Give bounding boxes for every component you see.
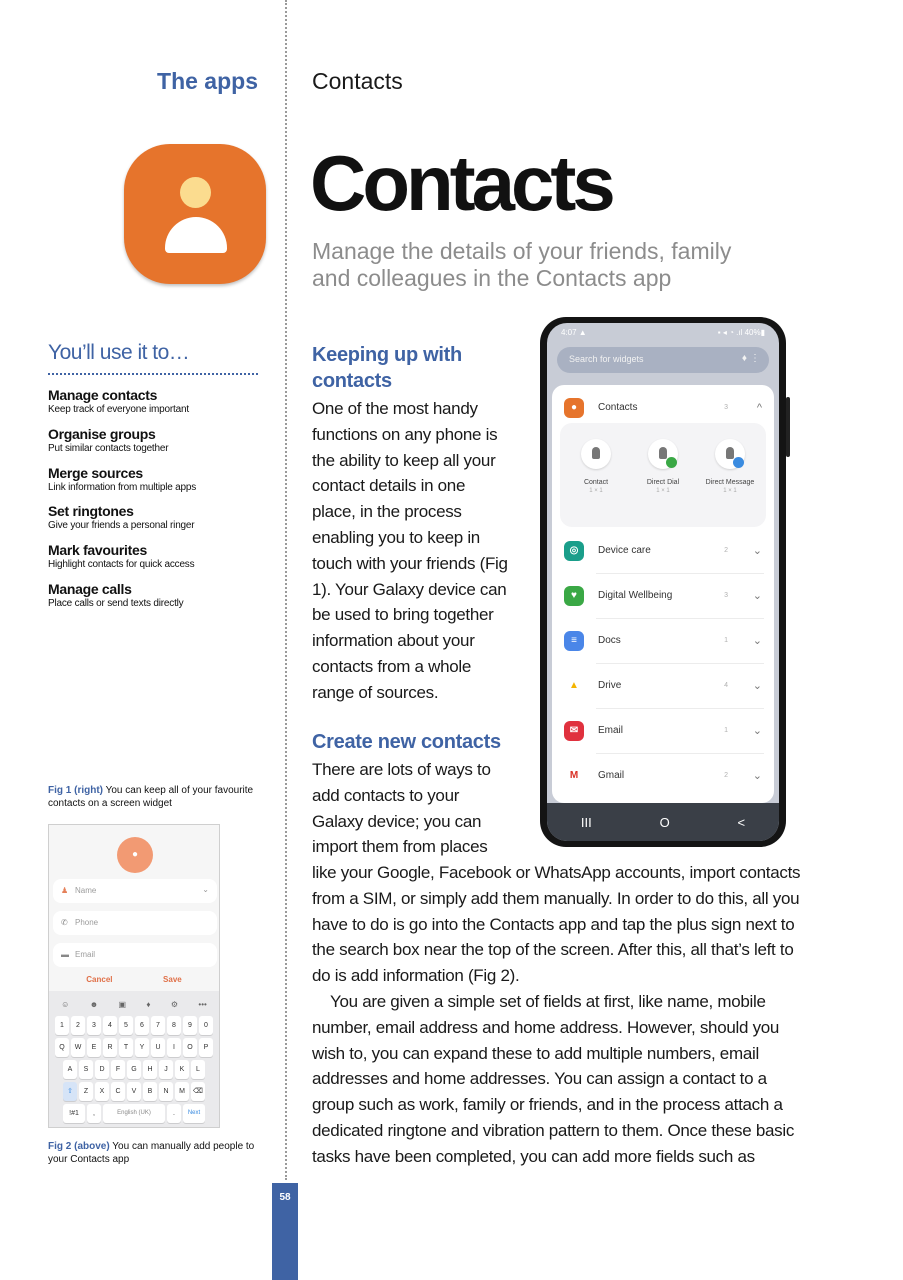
docs-icon: ≡: [564, 631, 584, 651]
section2-para2: You are given a simple set of fields at first, like name, mobile number, email address and home address. However, should you wish to, you can expand these to add multiple numbers, email addresses and home addresses. You can assign a contact to a group such as work, family or friends, and in the process attach a dedicated ringtone and vibration pattern to them. Once these basic tasks have been completed, you can add more fields such as: [312, 991, 795, 1166]
column-divider: [285, 0, 287, 1180]
key: 6: [135, 1016, 149, 1035]
direct-message-icon: [715, 439, 745, 469]
keyboard-row: [51, 1082, 217, 1101]
key: 9: [183, 1016, 197, 1035]
key: M: [175, 1082, 189, 1101]
key: Z: [79, 1082, 93, 1101]
person-head-shape: [180, 177, 211, 208]
key: T: [119, 1038, 133, 1057]
key: 1: [55, 1016, 69, 1035]
mic-icon: ♦: [146, 999, 151, 1009]
key: H: [143, 1060, 157, 1079]
fig1-caption: [48, 784, 263, 810]
widget-row: [552, 753, 774, 798]
status-time: 4:07 ▲: [561, 328, 587, 337]
name-field: [53, 879, 217, 903]
section2-heading: [312, 729, 532, 755]
widget-contact-label: Contact: [583, 479, 609, 486]
recents-icon: III: [580, 814, 592, 830]
side-button: [786, 397, 790, 457]
use-item: [48, 426, 273, 465]
key: O: [183, 1038, 197, 1057]
key: 2: [71, 1016, 85, 1035]
next-key: Next: [183, 1104, 205, 1123]
contact-widget-options: [560, 423, 766, 527]
key: P: [199, 1038, 213, 1057]
key: 4: [103, 1016, 117, 1035]
fig1-phone-screenshot: [540, 317, 786, 847]
widget-search-input: [557, 347, 769, 373]
key: I: [167, 1038, 181, 1057]
person-body-shape: [165, 217, 227, 253]
uses-list: [48, 387, 273, 620]
drive-icon: ▲: [564, 676, 584, 696]
widget-row-name: Digital Wellbeing: [598, 590, 673, 601]
widget-direct-dial-size: 1 × 1: [656, 488, 670, 494]
use-item: [48, 581, 273, 620]
period-key: .: [167, 1104, 181, 1123]
email-field: [53, 943, 217, 967]
key: B: [143, 1082, 157, 1101]
widget-row-count: 3: [724, 404, 728, 411]
mic-icon: ♦: [741, 353, 747, 364]
page-title: Contacts: [310, 139, 612, 227]
section-label: The apps: [157, 68, 258, 94]
widget-panel: [552, 385, 774, 803]
email-icon: ✉: [564, 721, 584, 741]
chevron-down-icon: ⌄: [752, 680, 762, 692]
home-icon: O: [659, 814, 670, 830]
widget-row: [552, 618, 774, 663]
key: D: [95, 1060, 109, 1079]
gmail-icon: M: [564, 766, 584, 786]
widget-row-name: Docs: [598, 635, 621, 646]
key: G: [127, 1060, 141, 1079]
key: 5: [119, 1016, 133, 1035]
key: C: [111, 1082, 125, 1101]
widget-row-count: 1: [724, 637, 728, 644]
contact-widget-icon: [581, 439, 611, 469]
use-item: [48, 542, 273, 581]
contacts-icon: ●: [564, 398, 584, 418]
clipboard-icon: ▣: [118, 999, 127, 1009]
section2-intro: There are lots of ways to add contacts to your Galaxy device; you can import them from places: [312, 760, 491, 857]
widget-row-count: 3: [724, 592, 728, 599]
key: 7: [151, 1016, 165, 1035]
fig1-caption-text: You can keep all of your favourite contacts on a screen widget: [48, 785, 254, 809]
phone-field-label: Phone: [75, 918, 99, 927]
widget-row-count: 4: [724, 682, 728, 689]
widget-row-count: 2: [724, 772, 728, 779]
widget-row-name: Drive: [598, 680, 622, 691]
fig2-caption-tag: Fig 2 (above): [48, 1141, 110, 1152]
gear-icon: ⚙: [170, 999, 179, 1009]
keyboard-row: [51, 1104, 217, 1123]
email-field-label: Email: [75, 950, 96, 959]
key: 0: [199, 1016, 213, 1035]
widget-direct-dial: [629, 439, 697, 494]
widget-direct-message: [696, 439, 764, 494]
key: F: [111, 1060, 125, 1079]
nav-bar: [547, 803, 779, 841]
comma-key: ,: [87, 1104, 101, 1123]
key: J: [159, 1060, 173, 1079]
section1-body: One of the most handy functions on any phone is the ability to keep all your contact details in one place, in the process enabling you to keep in touch with your friends (Fig 1). Your Galaxy device can be used to bring together information about your contacts from a whole range of sources.: [312, 399, 508, 702]
key: K: [175, 1060, 189, 1079]
phone-field: [53, 911, 217, 935]
use-item-title: Merge sources: [48, 464, 143, 481]
key: X: [95, 1082, 109, 1101]
shift-key: ⇧: [63, 1082, 77, 1101]
chevron-down-icon: ⌄: [752, 545, 762, 557]
chevron-down-icon: ⌄: [752, 635, 762, 647]
uses-heading: You’ll use it to…: [48, 341, 190, 364]
widget-direct-message-size: 1 × 1: [723, 488, 737, 494]
widget-row: [552, 663, 774, 708]
key: S: [79, 1060, 93, 1079]
page-subtitle: Manage the details of your friends, family and colleagues in the Contacts app: [312, 238, 732, 291]
use-item-title: Set ringtones: [48, 503, 134, 520]
key: A: [63, 1060, 77, 1079]
uses-divider: [48, 373, 258, 375]
section1-heading: [312, 342, 462, 394]
key: Q: [55, 1038, 69, 1057]
more-icon: ⋮: [750, 353, 760, 364]
keyboard-row: [51, 1016, 217, 1035]
back-icon: <: [737, 814, 746, 830]
status-icons: ▪ ◂ ◔ .ıl 40%▮: [717, 328, 765, 337]
header-title: Contacts: [312, 68, 403, 94]
page-number: 58: [279, 1192, 291, 1203]
form-actions: [49, 975, 219, 984]
fig2-caption: [48, 1140, 263, 1166]
fig2-add-contact-screenshot: [48, 824, 220, 1128]
section2-continued: like your Google, Facebook or WhatsApp accounts, import contacts from a SIM, or simply add them manually. In order to do this, all you have to do is go into the Contacts app and tap the plus sign next to the search box near the top of the screen. After this, all that’s left to do is add information (Fig 2).: [312, 863, 801, 986]
use-item-desc: Give your friends a personal ringer: [48, 520, 195, 532]
section2-heading-text: Create new contacts: [312, 731, 501, 753]
key: Y: [135, 1038, 149, 1057]
key: U: [151, 1038, 165, 1057]
use-item-desc: Place calls or send texts directly: [48, 597, 184, 609]
status-bar: [547, 323, 779, 345]
direct-dial-icon: [648, 439, 678, 469]
use-item-desc: Link information from multiple apps: [48, 481, 197, 493]
keyboard: [49, 991, 219, 1128]
widget-row-count: 1: [724, 727, 728, 734]
camera-icon: ●: [117, 837, 153, 873]
chevron-down-icon: ⌄: [752, 770, 762, 782]
use-item-desc: Highlight contacts for quick access: [48, 559, 195, 571]
widget-contact: [562, 439, 630, 494]
name-field-label: Name: [75, 886, 97, 895]
phone-icon: ✆: [61, 918, 68, 927]
use-item-title: Manage calls: [48, 580, 132, 597]
more-icon: •••: [198, 999, 207, 1009]
widget-direct-message-label: Direct Message: [705, 479, 755, 486]
keyboard-row: [51, 1060, 217, 1079]
digital-wellbeing-icon: ♥: [564, 586, 584, 606]
symbols-key: !#1: [63, 1104, 85, 1123]
chevron-up-icon: ^: [756, 401, 762, 414]
key: 8: [167, 1016, 181, 1035]
person-icon: ♟: [61, 886, 69, 895]
fig2-caption-text: You can manually add people to your Contacts app: [48, 1141, 255, 1165]
email-icon: ▬: [61, 950, 69, 959]
widget-row-name: Contacts: [598, 402, 638, 413]
widget-row: [552, 708, 774, 753]
chevron-down-icon: ⌄: [202, 885, 209, 894]
keyboard-row: [51, 1038, 217, 1057]
device-care-icon: ◎: [564, 541, 584, 561]
widget-contact-size: 1 × 1: [589, 488, 603, 494]
fig1-caption-tag: Fig 1 (right): [48, 785, 103, 796]
save-button: Save: [163, 975, 182, 984]
widget-row-count: 2: [724, 547, 728, 554]
widget-row: [552, 573, 774, 618]
backspace-key: ⌫: [191, 1082, 205, 1101]
widget-row-name: Email: [598, 725, 624, 736]
emoji-icon: ☺: [61, 999, 70, 1009]
widget-row: [552, 528, 774, 573]
contacts-app-icon: [124, 144, 266, 284]
widget-direct-dial-label: Direct Dial: [646, 479, 680, 486]
section2-body: [312, 860, 812, 1170]
use-item-title: Organise groups: [48, 425, 156, 442]
use-item-title: Manage contacts: [48, 387, 158, 403]
widget-row-name: Gmail: [598, 770, 625, 781]
widget-row-name: Device care: [598, 545, 651, 556]
section1-heading-text: Keeping up with contacts: [312, 344, 462, 392]
use-item-desc: Keep track of everyone important: [48, 404, 189, 415]
use-item-title: Mark favourites: [48, 542, 147, 559]
widget-search-placeholder: Search for widgets: [569, 354, 644, 364]
key: L: [191, 1060, 205, 1079]
key: E: [87, 1038, 101, 1057]
key: N: [159, 1082, 173, 1101]
page-number-tab: [272, 1183, 298, 1280]
space-key: English (UK): [103, 1104, 165, 1123]
key: R: [103, 1038, 117, 1057]
chevron-down-icon: ⌄: [752, 590, 762, 602]
keyboard-toolbar: [51, 995, 217, 1013]
sticker-icon: ☻: [89, 999, 99, 1009]
use-item: [48, 503, 273, 542]
use-item: [48, 465, 273, 504]
key: V: [127, 1082, 141, 1101]
use-item: [48, 387, 273, 426]
cancel-button: Cancel: [86, 975, 113, 984]
key: 3: [87, 1016, 101, 1035]
use-item-desc: Put similar contacts together: [48, 442, 169, 454]
chevron-down-icon: ⌄: [752, 725, 762, 737]
key: W: [71, 1038, 85, 1057]
phone-screen: [547, 323, 779, 841]
